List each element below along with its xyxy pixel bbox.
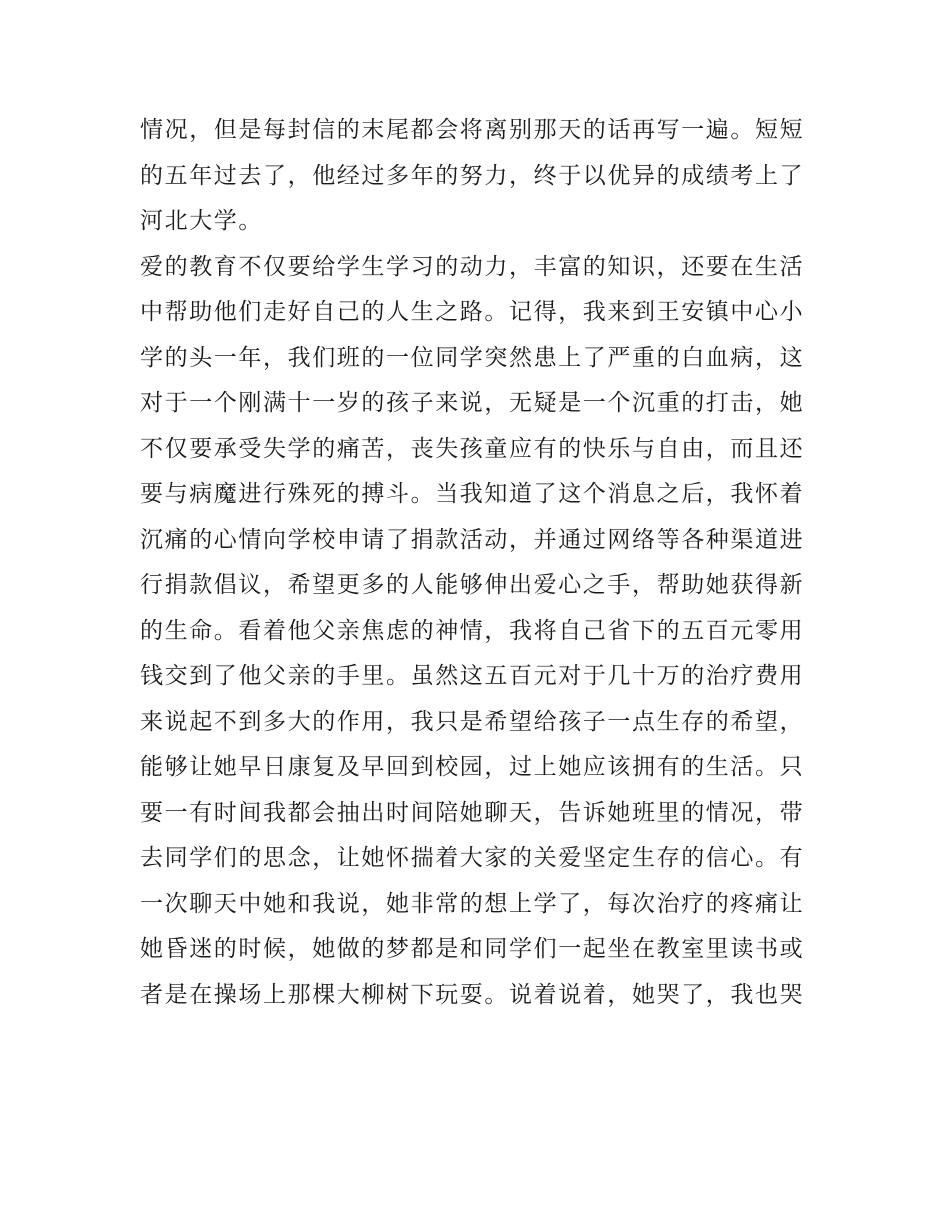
text-line: 能够让她早日康复及早回到校园，过上她应该拥有的生活。只 bbox=[140, 754, 805, 780]
text-line: 钱交到了他父亲的手里。虽然这五百元对于几十万的治疗费用 bbox=[140, 663, 805, 689]
text-line: 情况，但是每封信的末尾都会将离别那天的话再写一遍。短短 bbox=[140, 117, 805, 143]
text-line: 者是在操场上那棵大柳树下玩耍。说着说着，她哭了，我也哭 bbox=[140, 981, 805, 1008]
text-line: 不仅要承受失学的痛苦，丧失孩童应有的快乐与自由，而且还 bbox=[140, 435, 805, 462]
text-line: 一次聊天中她和我说，她非常的想上学了，每次治疗的疼痛让 bbox=[140, 890, 805, 917]
text-line: 要与病魔进行殊死的搏斗。当我知道了这个消息之后，我怀着 bbox=[140, 481, 805, 507]
text-line: 中帮助他们走好自己的人生之路。记得，我来到王安镇中心小 bbox=[140, 299, 805, 325]
text-line: 对于一个刚满十一岁的孩子来说，无疑是一个沉重的打击，她 bbox=[140, 390, 805, 416]
text-line: 去同学们的思念，让她怀揣着大家的关爱坚定生存的信心。有 bbox=[140, 845, 805, 871]
body-text bbox=[140, 108, 820, 1018]
text-line: 河北大学。 bbox=[140, 208, 263, 234]
text-line: 她昏迷的时候，她做的梦都是和同学们一起坐在教室里读书或 bbox=[140, 936, 805, 962]
text-line: 来说起不到多大的作用，我只是希望给孩子一点生存的希望， bbox=[140, 708, 805, 735]
text-line: 学的头一年，我们班的一位同学突然患上了严重的白血病，这 bbox=[140, 344, 805, 371]
text-line: 的五年过去了，他经过多年的努力，终于以优异的成绩考上了 bbox=[140, 162, 805, 189]
text-line: 的生命。看着他父亲焦虑的神情，我将自己省下的五百元零用 bbox=[140, 617, 805, 644]
text-line: 要一有时间我都会抽出时间陪她聊天，告诉她班里的情况，带 bbox=[140, 799, 805, 826]
text-line: 沉痛的心情向学校申请了捐款活动，并通过网络等各种渠道进 bbox=[140, 526, 805, 553]
text-line: 行捐款倡议，希望更多的人能够伸出爱心之手，帮助她获得新 bbox=[140, 572, 805, 598]
text-line: 爱的教育不仅要给学生学习的动力，丰富的知识，还要在生活 bbox=[140, 253, 805, 280]
